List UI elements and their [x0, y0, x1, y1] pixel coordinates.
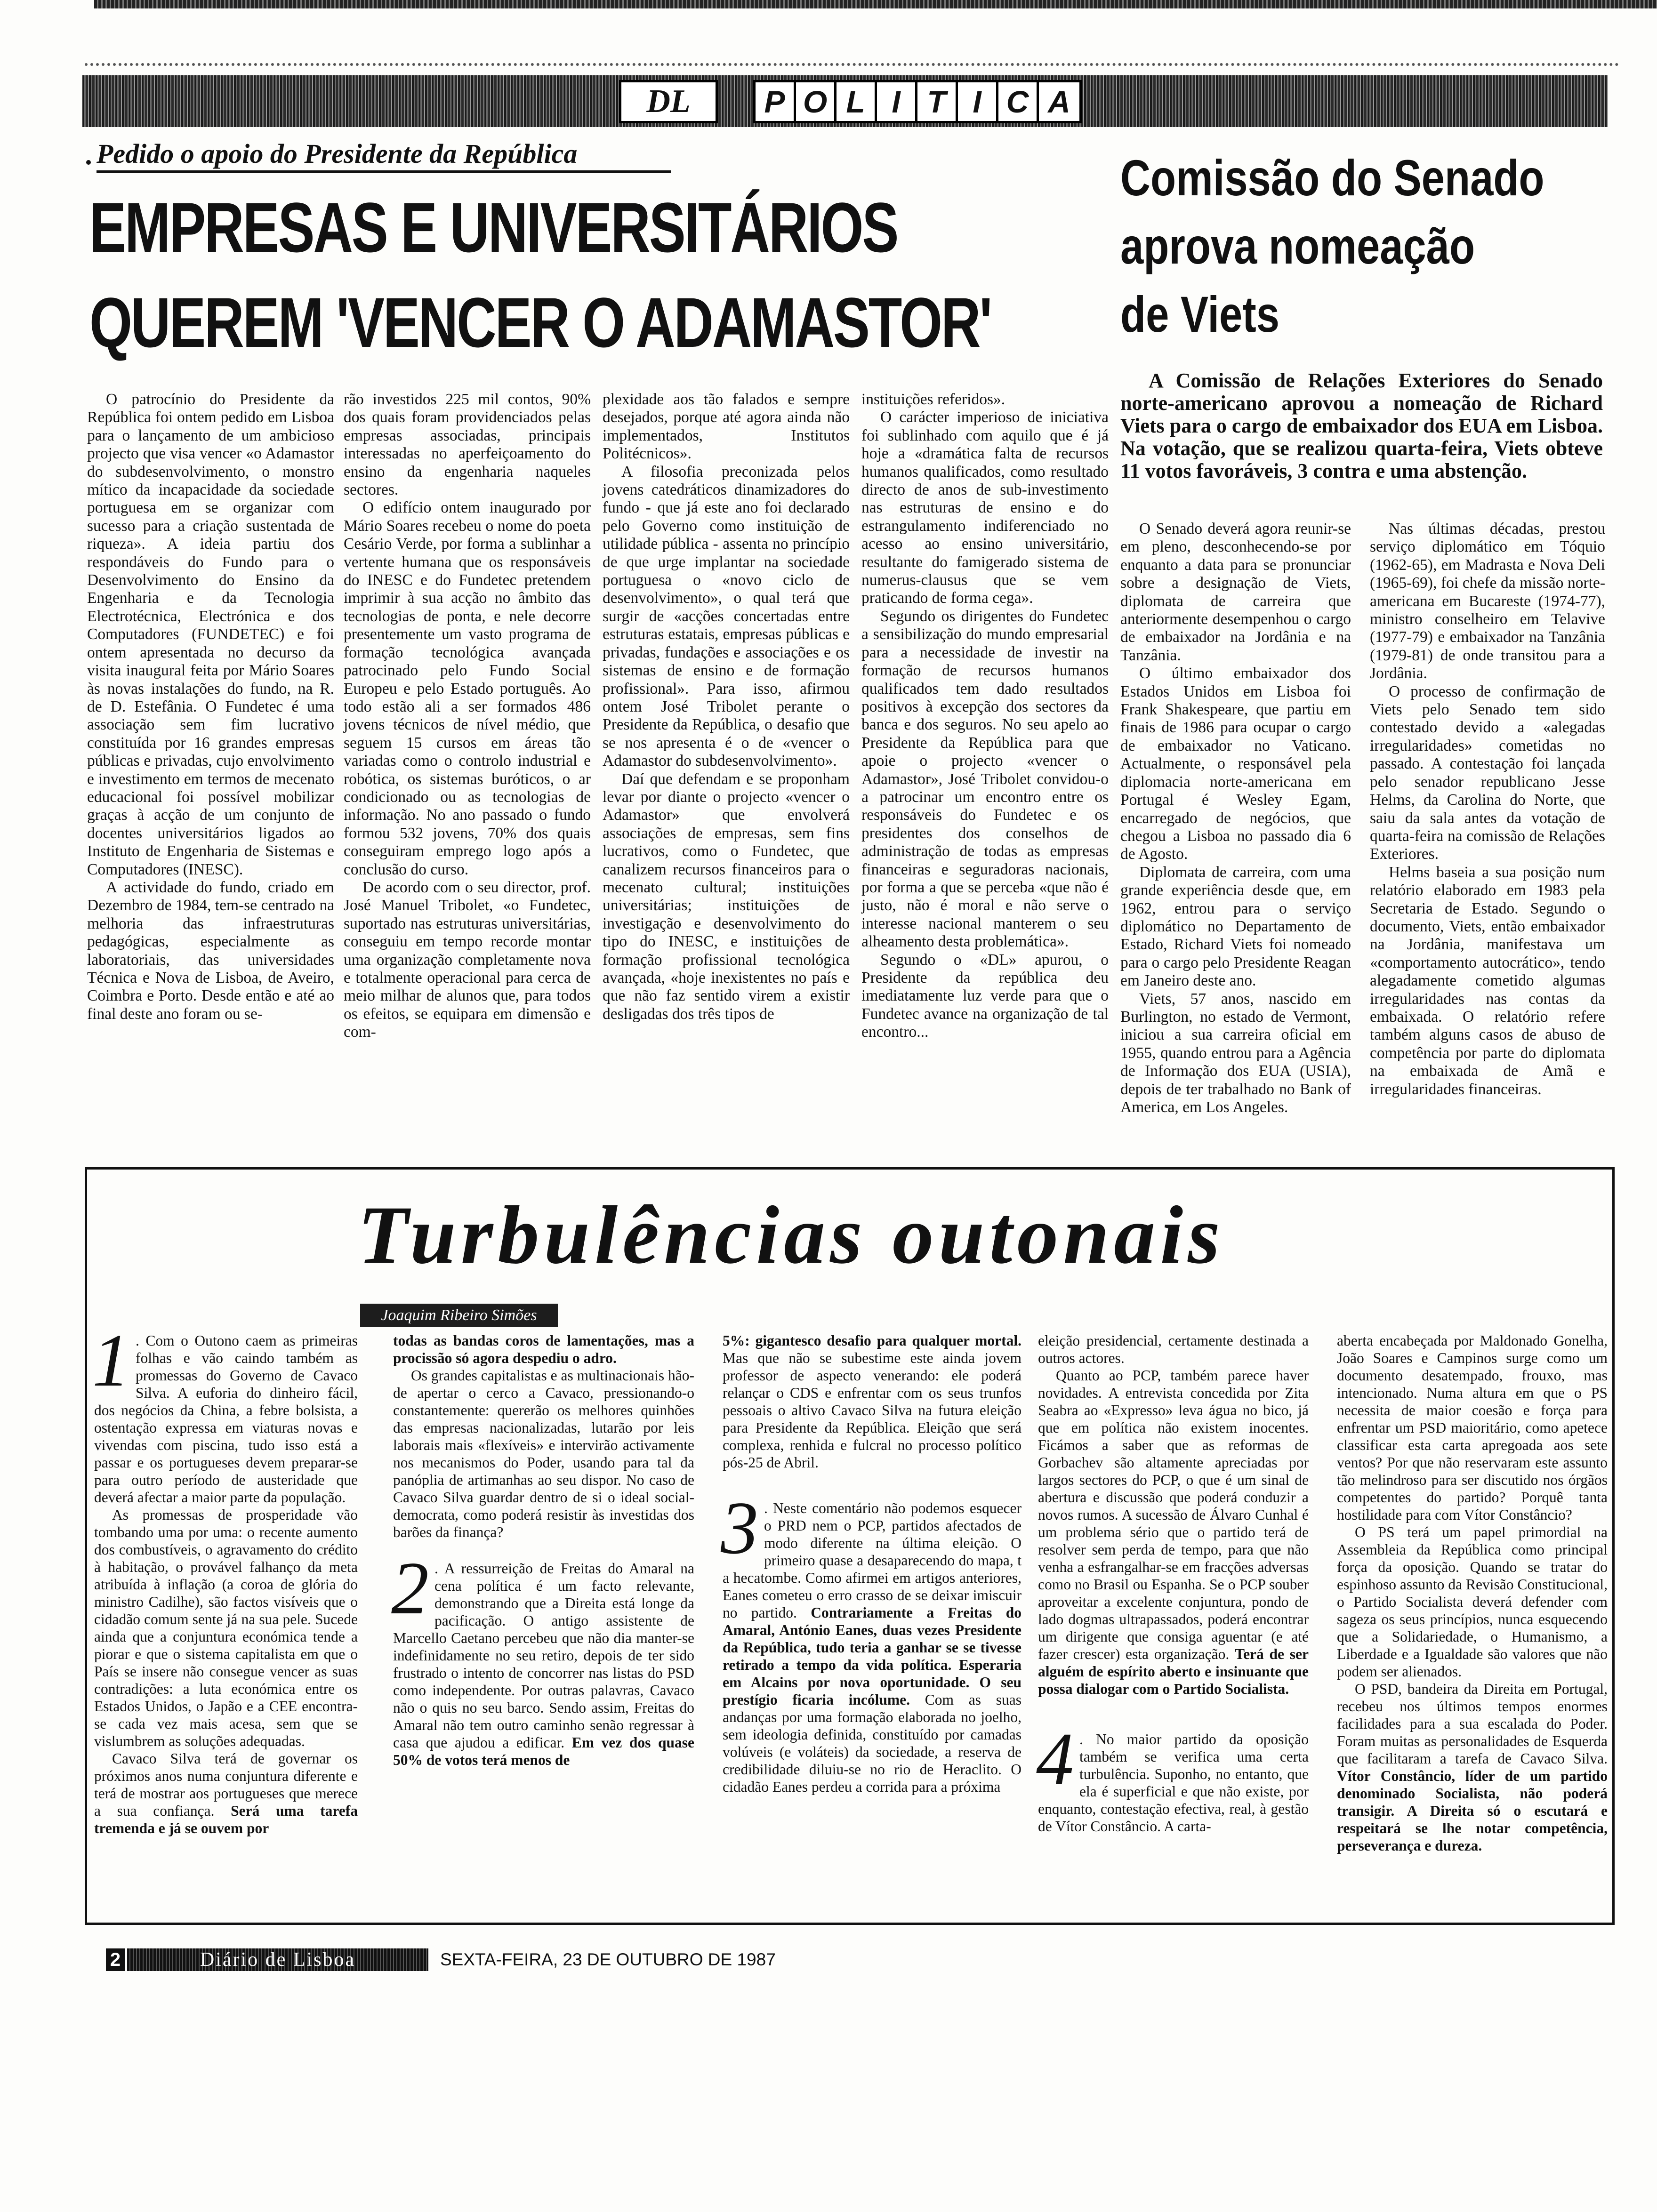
section-letter: L [837, 82, 877, 121]
opinion-column-5 [1337, 1332, 1608, 1854]
paragraph: Os grandes capitalistas e as multinacionais hão-de apertar o cerco a Cavaco, pressionando-o constantemente: quererão os melhores quinhões das empresas nacionalizadas, lutarão por leis laborais mais «flexíveis» e intervirão activamente nos mecanismos do Poder, usando para tal da panóplia de artimanhas ao seu dispor. No caso de Cavaco Silva guardar dentro de si o ideal social-democrata, como poderá resistir às investidas dos barões da finança? [393, 1367, 694, 1540]
paragraph [1038, 1367, 1309, 1698]
section-letter: A [1048, 84, 1070, 119]
paragraph-text: . Neste comentário não podemos esquecer o PRD nem o PCP, partidos afectados de modo diferente na última eleição. O primeiro quase a desaparecendo do mapa, t a hecatombe. Como afirmei em artigos anteriores, Eanes cometeu o erro crasso de se deixar imiscuir no partido. [723, 1500, 1022, 1621]
dotted-separator [85, 56, 1619, 66]
side-headline-line-3: de Viets [1120, 286, 1280, 343]
paragraph: instituições referidos». [861, 391, 1005, 408]
opinion-title: Turbulências outonais [358, 1189, 1225, 1281]
article-kicker: Pedido o apoio do Presidente da República [97, 137, 671, 173]
section-letter: I [877, 82, 917, 121]
section-letter: C [998, 82, 1039, 121]
opinion-column-3 [723, 1332, 1022, 1795]
paragraph-bold-text: Terá de ser alguém de espírito aberto e insinuante que possa dialogar com o Partido Socialista. [1038, 1646, 1309, 1697]
paragraph: Segundo os dirigentes do Fundetec a sensibilização do mundo empresarial para a necessidade de investir na formação de recursos humanos qualificados tem dado resultados positivos à excepção dos sectores da banca e dos seguros. No seu apelo ao Presidente da República para que apoie o projecto «vencer o Adamastor», José Tribolet convidou-o a patrocinar um encontro entre os responsáveis do Fundetec e os presidentes dos conselhos de administração de todas as empresas financeiras e seguradoras nacionais, por forma a que se perceba «que não é justo, não é moral e não serve o interesse nacional manterem o seu alheamento desta problemática». [861, 607, 1109, 951]
paragraph: rão investidos 225 mil contos, 90% dos quais foram providenciados pelas empresas associadas, principais interessadas no aperfeiçoamento do ensino da engenharia naqueles sectores. [344, 391, 591, 499]
section-number: 2 [391, 1546, 429, 1630]
paragraph [391, 1546, 694, 1769]
paragraph: Segundo o «DL» apurou, o Presidente da república deu imediatamente luz verde para que o Fundetec avance na organização de tal encontro... [861, 951, 1109, 1041]
paragraph-bold-text: todas as bandas coros de lamentações, mas a procissão só agora despediu o adro. [393, 1332, 694, 1366]
paragraph-text: Cavaco Silva terá de governar os próximos anos numa conjuntura diferente e terá de mostrar aos portugueses que merece a sua confiança. [94, 1750, 358, 1819]
paragraph: Diplomata de carreira, com uma grande experiência desde que, em 1962, entrou para o serviço diplomático no Departamento de Estado, Richard Viets foi nomeado para o cargo pelo Presidente Reagan em Janeiro deste ano. [1120, 863, 1351, 990]
article1-column-2 [344, 391, 591, 1042]
section-number: 4 [1036, 1717, 1074, 1801]
paragraph: Viets, 57 anos, nascido em Burlington, no estado de Vermont, iniciou a sua carreira oficial em 1955, quando entrou para a Agência de Informação dos EUA (USIA), depois de ter trabalhado no Bank of America, em Los Angeles. [1120, 990, 1351, 1116]
article1-column-4 [861, 391, 1109, 1042]
paragraph-text: . No maior partido da oposição também se verifica uma certa turbulência. Suponho, no entanto, que ela é superficial e que não existe, por enquanto, contestação efectiva, real, à gestão de Vítor Constâncio. A carta- [1038, 1731, 1309, 1835]
paragraph: Helms baseia a sua posição num relatório elaborado em 1983 pela Secretaria de Estado. Segundo o documento, Viets, então embaixador na Jordânia, manifestava um «comportamento autocrático», tendo alegadamente cometido algumas irregularidades nas contas da embaixada. O relatório refere também alguns casos de abuso de competência por parte do diplomata na embaixada de Amã e irregularidades financeiras. [1370, 863, 1605, 1098]
paragraph: O edifício ontem inaugurado por Mário Soares recebeu o nome do poeta Cesário Verde, por forma a sublinhar a vertente humana que os responsáveis do INESC e do Fundetec pretendem imprimir à sua acção no âmbito das tecnologias de ponta, e nele decorre presentemente um vasto programa de formação tecnológica avançada patrocinado pelo Fundo Social Europeu e pelo Estado português. Ao todo estão ali a ser formados 486 jovens técnicos de nível médio, que seguem 15 cursos em áreas tão variadas como o controlo industrial e robótica, os sistemas buróticos, o ar condicionado ou as tecnologias de informação. No ano passado o fundo formou 532 jovens, 70% dos quais conseguiram emprego logo após a conclusão do curso. [344, 499, 591, 878]
paragraph: O último embaixador dos Estados Unidos em Lisboa foi Frank Shakespeare, que partiu em finais de 1986 para ocupar o cargo de embaixador no Vaticano. Actualmente, o responsável pela diplomacia norte-americana em Portugal é Wesley Egam, encarregado de negócios, que chegou a Lisboa no passado dia 6 de Agosto. [1120, 665, 1351, 863]
paragraph: eleição presidencial, certamente destinada a outros actores. [1038, 1332, 1309, 1366]
paragraph: As promessas de prosperidade vão tombando uma por uma: o recente aumento dos combustíveis, o agravamento do crédito à habitação, o provável falhanço da meta atribuída à inflação (a coroa de glória do ministro Cadilhe), são factos visíveis que o cidadão comum sente já na sua pele. Sucede ainda que a conjuntura económica tende a piorar e que o sistema capitalista em que o País se insere não consegue vencer as suas contradições: a luta económica entre os Estados Unidos, o Japão e a CEE encontra-se cada vez mais acesa, sem que se vislumbrem as soluções adequadas. [94, 1507, 358, 1749]
section-number: 1 [92, 1318, 130, 1402]
side-headline-line-1: Comissão do Senado [1120, 149, 1544, 206]
paragraph [721, 1486, 1022, 1795]
author-byline: Joaquim Ribeiro Simões [360, 1304, 558, 1327]
paragraph: A filosofia preconizada pelos jovens catedráticos dinamizadores do fundo - que já este ano foi declarado pelo Governo como instituição de utilidade pública - assenta no princípio de que urge implantar na sociedade portuguesa o «novo ciclo de desenvolvimento», o qual terá que surgir de «acções concertadas entre estruturas estatais, empresas públicas e privadas, fundações e associações e os sistemas de ensino e de formação profissional». Para isso, afirmou ontem José Tribolet perante o Presidente da República, o desafio que se nos apresenta é o de «vencer o Adamastor do subdesenvolvimento». [603, 463, 850, 770]
paragraph: plexidade aos tão falados e sempre desejados, porque até agora ainda não implementados, Institutos Politécnicos». [603, 391, 850, 463]
section-letter: T [917, 82, 958, 121]
paragraph: A actividade do fundo, criado em Dezembro de 1984, tem-se centrado na melhoria das infraestruturas pedagógicas, especialmente as laboratoriais, das universidades Técnica e Nova de Lisboa, de Aveiro, Coimbra e Porto. Desde então e até ao final deste ano foram ou se- [87, 878, 334, 1023]
headline-line-1: EMPRESAS E UNIVERSITÁRIOS [89, 188, 898, 267]
paragraph-bold-text: 5%: gigantesco desafio para qualquer mortal. [723, 1332, 1022, 1349]
headline-line-2: QUEREM 'VENCER O ADAMASTOR' [89, 283, 991, 362]
paragraph-bold-text: Em vez dos quase 50% de votos terá menos de [393, 1734, 694, 1768]
paragraph: O PS terá um papel primordial na Assembleia da República como principal força da oposição. Quando se tratar do espinhoso assunto da Revisão Constitucional, o Partido Socialista deverá defender com sageza os seus princípios, nunca esquecendo que a Solidariedade, o Humanismo, a Liberdade e a Igualdade são valores que não podem ser alienados. [1337, 1524, 1608, 1680]
paragraph: O Senado deverá agora reunir-se em pleno, desconhecendo-se por enquanto a data para se pronunciar sobre a designação de Viets, diplomata de carreira que anteriormente desempenhou o cargo de embaixador na Jordânia e na Tanzânia. [1120, 520, 1351, 664]
section-letter: I [958, 82, 998, 121]
paragraph-text: Quanto ao PCP, também parece haver novidades. A entrevista concedida por Zita Seabra ao «Expresso» leva água no bico, já que em política não existem inocentes. Ficámos a saber que as reformas de Gorbachev são altamente apreciadas por largos sectores do PCP, o que é um sinal de abertura e discussão que poderá conduzir a novos rumos. A sucessão de Álvaro Cunhal é um problema sério que o partido terá de resolver sem perda de tempo, para que não venha a esfrangalhar-se em fracções adversas como no Brasil ou Espanha. Se o PCP souber aproveitar a excelente conjuntura, pondo de lado dogmas ultrapassados, poderá encontrar um dirigente que consiga aguentar (e até fazer crescer) esta organização. [1038, 1367, 1309, 1662]
top-border-rule [94, 0, 1657, 8]
paragraph-bold-text: Será uma tarefa tremenda e já se ouvem por [94, 1803, 358, 1836]
article1-column-1 [87, 391, 334, 1023]
opinion-column-2 [393, 1332, 694, 1769]
paragraph: aberta encabeçada por Maldonado Gonelha, João Soares e Campinos surge como um documento desatempado, frouxo, mas intencionado. Numa altura em que o PS necessita de maior coesão e força para enfrentar um PSD maioritário, como apetece classificar esta carta apregoada aos sete ventos? Por que não reservaram este assunto tão melindroso para ser discutido nos órgãos competentes do partido? Porquê tanta hostilidade para com Vítor Constâncio? [1337, 1332, 1608, 1523]
paragraph-text: Com as suas andanças por uma formação elaborada no joelho, sem ideologia definida, constituído por camadas volúveis (e voláteis) da sociedade, a reserva de credibilidade diluiu-se no rio de Heraclito. O cidadão Eanes perdeu a corrida para a próxima [723, 1691, 1022, 1795]
section-letter: P [756, 82, 796, 121]
page-number: 2 [106, 1948, 125, 1971]
article1-column-3 [603, 391, 850, 1023]
paragraph [723, 1332, 1022, 1471]
paragraph [393, 1332, 694, 1367]
issue-date: SEXTA-FEIRA, 23 DE OUTUBRO DE 1987 [440, 1950, 776, 1969]
paragraph: Daí que defendam e se proponham levar por diante o projecto «vencer o Adamastor» que envolverá associações de empresas, sem fins lucrativos, como o Fundetec, que canalizem recursos financeiros para o mecenato cultural; instituições universitárias; instituições de investigação e desenvolvimento do tipo do INESC, e instituições de formação profissional tecnológica avançada, «hoje inexistentes no país e que não faz sentido virem a existir desligadas dos três tipos de [603, 770, 850, 1023]
paragraph [94, 1750, 358, 1837]
paragraph-bold-text: Vítor Constâncio, líder de um partido denominado Socialista, não poderá transigir. A Direita só o escutará e respeitará se lhe notar competência, perseverança e dureza. [1337, 1768, 1608, 1854]
paragraph [92, 1318, 358, 1506]
paragraph: O processo de confirmação de Viets pelo Senado tem sido contestado devido a «alegadas irregularidades» cometidas no passado. A contestação foi lançada pelo senador republicano Jesse Helms, da Carolina do Norte, que saiu da sala antes da votação de quarta-feira na comissão de Relações Exteriores. [1370, 682, 1605, 863]
paragraph [1036, 1717, 1309, 1835]
paragraph-text: . Com o Outono caem as primeiras folhas e vão caindo também as promessas do Governo de Cavaco Silva. A euforia do dinheiro fácil, dos negócios da China, a febre bolsista, a ostentação expressa em viaturas novas e vivendas com piscina, tudo isso está a passar e os portugueses devem preparar-se para outro período de austeridade que deverá afectar a maior parte da população. [94, 1332, 358, 1506]
paragraph: O patrocínio do Presidente da República foi ontem pedido em Lisboa para o lançamento de um ambicioso projecto que visa vencer «o Adamastor do subdesenvolvimento, o monstro mítico da incapacidade da sociedade portuguesa em se organizar com sucesso para a criação sustentada de riqueza». A ideia partiu dos respondáveis do Fundo para o Desenvolvimento do Ensino da Engenharia e da Tecnologia Electrotécnica, Electrónica e dos Computadores (FUNDETEC) e foi ontem apresentada no decurso da visita inaugural feita por Mário Soares às novas instalações do fundo, na R. de D. Estefânia. O Fundetec é uma associação sem fim lucrativo constituída por 16 grandes empresas públicas e privadas, cujo envolvimento e investimento em termos de mecenato educacional foi possível mobilizar graças à acção de um conjunto de docentes universitários ligados ao Instituto de Engenharia de Sistemas e Computadores (INESC). [87, 391, 334, 878]
section-number: 3 [721, 1486, 758, 1570]
paragraph: O carácter imperioso de iniciativa foi sublinhado com aquilo que é já hoje a «dramática falta de recursos humanos qualificados, como resultado directo de anos de sub-investimento nas estruturas de ensino e do estrangulamento indiferenciado no acesso ao ensino universitário, resultante do famigerado sistema de numerus-clausus que se vem praticando de forma cega». [861, 409, 1109, 607]
article2-column-2 [1370, 520, 1605, 1098]
article2-column-1 [1120, 520, 1351, 1116]
opinion-column-4 [1038, 1332, 1309, 1835]
newspaper-name: Diário de Lisboa [127, 1948, 428, 1971]
opinion-column-1 [92, 1318, 358, 1837]
paragraph-text: O PSD, bandeira da Direita em Portugal, recebeu nos últimos tempos enormes facilidades para a sua escalada do Poder. Foram muitas as personalidades de Esquerda que facilitaram a tarefa de Cavaco Silva. [1337, 1681, 1608, 1767]
paragraph-bold-text: Contrariamente a Freitas do Amaral, António Eanes, duas vezes Presidente da República, tudo teria a ganhar se se tivesse retirado a tempo da vida política. Esperaria em Alcains por nova oportunidade. O seu prestígio ficaria incólume. [723, 1604, 1022, 1708]
section-letter: O [796, 82, 837, 121]
dl-logo: DL [619, 80, 718, 123]
section-title-politica [753, 80, 1082, 123]
side-headline-line-2: aprova nomeação [1120, 217, 1475, 274]
paragraph-text: Mas que não se subestime este ainda jovem professor de aspecto venerando: ele poderá relançar o CDS e enfrentar com os seus trunfos pessoais o altivo Cavaco Silva na futura eleição para Presidente da República. Eleição que será complexa, renhida e fulcral no processo político pós-25 de Abril. [723, 1350, 1022, 1471]
paragraph [1337, 1680, 1608, 1854]
paragraph: Nas últimas décadas, prestou serviço diplomático em Tóquio (1962-65), em Madrasta e Nova Deli (1965-69), foi chefe da missão norte-americana em Bucareste (1974-77), ministro conselheiro em Telavive (1977-79) e embaixador na Tanzânia (1979-81) de onde transitou para a Jordânia. [1370, 520, 1605, 682]
bullet-dot [86, 160, 91, 165]
paragraph-text: . A ressurreição de Freitas do Amaral na cena política é um facto relevante, demonstrando que a Direita está longe da pacificação. O antigo assistente de Marcello Caetano percebeu que não dia manter-se indefinidamente no seu retiro, depois de ter sido frustrado o intento de concorrer nas listas do PSD como independente. Por outras palavras, Cavaco não o quis no seu barco. Sendo assim, Freitas do Amaral não tem outro caminho senão regressar à casa que ajudou a edificar. [393, 1560, 694, 1751]
paragraph: De acordo com o seu director, prof. José Manuel Tribolet, «o Fundetec, suportado nas estruturas universitárias, conseguiu em tempo recorde montar uma organização completamente nova e totalmente operacional para cerca de meio milhar de alunos que, para todos os efeitos, se equipara em dimensão e com- [344, 878, 591, 1041]
side-article-lead: A Comissão de Relações Exteriores do Senado norte-americano aprovou a nomeação de Richard Viets para o cargo de embaixador dos EUA em Lisboa. Na votação, que se realizou quarta-feira, Viets obteve 11 votos favoráveis, 3 contra e uma abstenção. [1120, 369, 1603, 482]
